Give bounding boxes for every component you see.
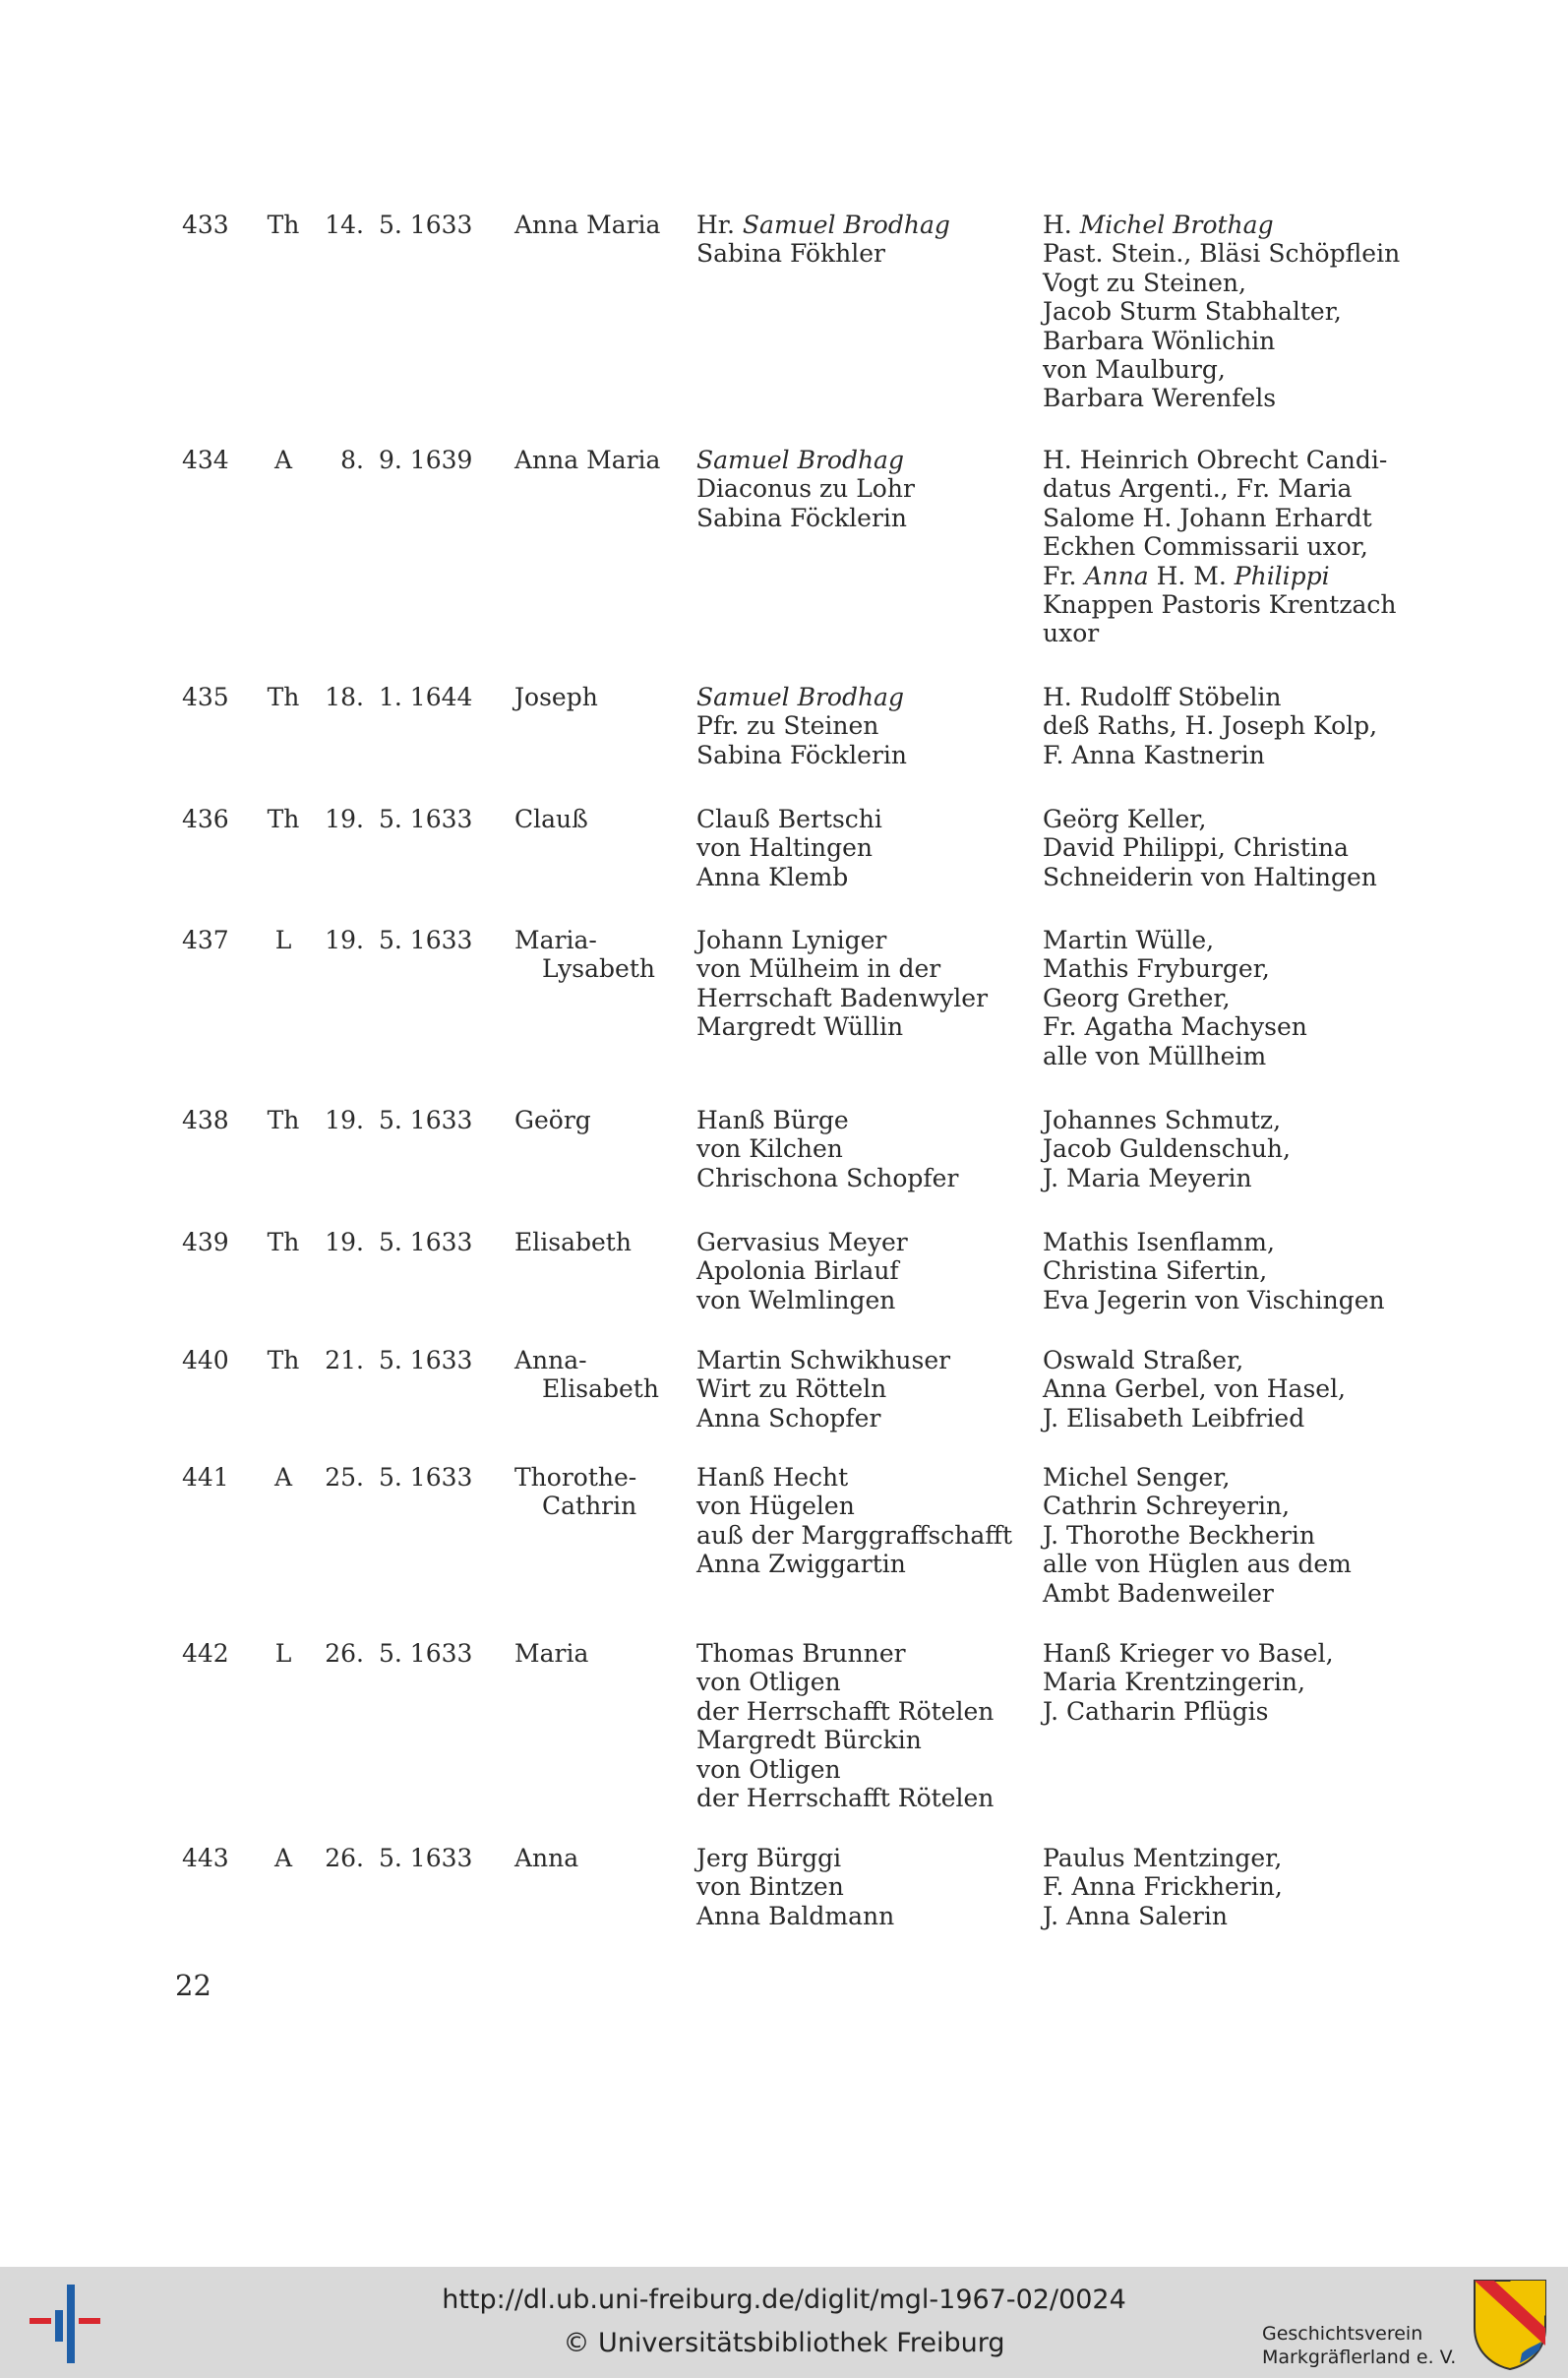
entry-date: 5. 1633 <box>379 211 473 239</box>
entry-signature: Th <box>267 683 300 711</box>
entry-date: 5. 1633 <box>379 805 473 833</box>
child-name-line: Cathrin <box>542 1492 637 1521</box>
entry-day: 21. <box>325 1346 364 1374</box>
child-name <box>514 1346 659 1404</box>
entry-day: 18. <box>325 683 364 711</box>
entry-day: 19. <box>325 805 364 833</box>
entry-day: 26. <box>325 1844 364 1872</box>
godparents-line: Eva Jegerin von Vischingen <box>1043 1285 1385 1314</box>
parents <box>696 211 950 269</box>
child-name <box>514 446 660 474</box>
godparents-line: J. Maria Meyerin <box>1043 1163 1252 1192</box>
entry-signature: Th <box>267 1346 300 1374</box>
child-name-line: Thorothe- <box>514 1463 637 1492</box>
parents <box>696 1346 950 1433</box>
entry-date: 5. 1633 <box>379 1228 473 1256</box>
child-name-line: Clauß <box>514 805 588 833</box>
child-name-line: Anna Maria <box>514 211 661 239</box>
godparents <box>1043 211 1400 413</box>
parents-line: Herrschaft Badenwyler <box>696 983 989 1012</box>
child-name <box>514 926 655 984</box>
entry-date: 5. 1633 <box>379 1463 473 1492</box>
child-name-line: Maria- <box>514 926 597 954</box>
entry-date: 1. 1644 <box>379 683 473 711</box>
parents-line: Diaconus zu Lohr <box>696 474 915 504</box>
godparents-line: Knappen Pastoris Krentzach <box>1043 590 1397 620</box>
child-name-line: Elisabeth <box>542 1374 659 1404</box>
godparents-line: H. Heinrich Obrecht Candi- <box>1043 446 1388 474</box>
coat-of-arms-icon <box>1471 2277 1549 2371</box>
entry-signature: Th <box>267 1106 300 1134</box>
godparents-line: Ambt Badenweiler <box>1043 1578 1274 1608</box>
godparents-line: Oswald Straßer, <box>1043 1346 1244 1374</box>
godparents <box>1043 1346 1346 1433</box>
parents-line: Wirt zu Rötteln <box>696 1374 887 1404</box>
godparents-line: Anna Gerbel, von Hasel, <box>1043 1374 1347 1404</box>
entry-date: 5. 1633 <box>379 926 473 954</box>
child-name-line: Joseph <box>514 683 598 711</box>
child-name <box>514 211 660 239</box>
parents-line: der Herrschafft Rötelen <box>696 1784 995 1813</box>
parents-line: Apolonia Birlauf <box>696 1256 899 1286</box>
godparents <box>1043 805 1377 891</box>
child-name-line: Elisabeth <box>514 1228 632 1256</box>
page-number: 22 <box>175 1969 211 2002</box>
entry-number: 442 <box>182 1639 229 1668</box>
godparents <box>1043 1463 1352 1608</box>
parents-line: Johann Lyniger <box>696 926 887 954</box>
godparents-line: Fr. Agatha Machysen <box>1043 1012 1307 1042</box>
society-name-line2: Markgräflerland e. V. <box>1262 2347 1457 2368</box>
godparents <box>1043 1106 1291 1192</box>
godparents-line: Michel Senger, <box>1043 1463 1231 1492</box>
godparents-line: Cathrin Schreyerin, <box>1043 1492 1291 1521</box>
entry-date: 9. 1639 <box>379 446 473 474</box>
child-name <box>514 1844 578 1872</box>
godparents <box>1043 1228 1385 1314</box>
parents-line <box>696 211 950 239</box>
godparents-line: Salome H. Johann Erhardt <box>1043 503 1372 532</box>
parents-line: von Mülheim in der <box>696 954 941 984</box>
godparents-line: Eckhen Commissarii uxor, <box>1043 532 1368 562</box>
godparents-line <box>1043 562 1397 590</box>
parents <box>696 1844 894 1930</box>
parents-line: von Kilchen <box>696 1134 843 1164</box>
parents <box>696 683 907 769</box>
godparents-prefix: Fr. <box>1043 561 1085 590</box>
entry-signature: L <box>274 926 292 954</box>
parents-line: Pfr. zu Steinen <box>696 711 879 741</box>
parents-line: Thomas Brunner <box>696 1639 906 1668</box>
parents-line: Anna Zwiggartin <box>696 1550 906 1579</box>
child-name-line: Geörg <box>514 1106 591 1134</box>
parents-italic-name: Samuel Brodhag <box>742 211 950 239</box>
godparents-line <box>1043 211 1400 239</box>
document-url-link[interactable]: http://dl.ub.uni-freiburg.de/diglit/mgl-1967-02/0024 <box>442 2285 1126 2315</box>
entry-signature: Th <box>267 805 300 833</box>
parents-prefix: Hr. <box>696 211 743 239</box>
parents-line: Clauß Bertschi <box>696 805 882 833</box>
entry-date: 5. 1633 <box>379 1844 473 1872</box>
godparents-line: Georg Grether, <box>1043 983 1231 1012</box>
entry-number: 436 <box>182 805 229 833</box>
godparents-line: J. Elisabeth Leibfried <box>1043 1403 1305 1433</box>
parents-line: Anna Klemb <box>696 862 849 891</box>
entry-day: 8. <box>340 446 364 474</box>
entry-signature: Th <box>267 211 300 239</box>
godparents-line: F. Anna Kastnerin <box>1043 740 1265 769</box>
parents <box>696 1228 908 1314</box>
entry-number: 443 <box>182 1844 229 1872</box>
godparents-line: Jacob Guldenschuh, <box>1043 1134 1291 1164</box>
entry-day: 19. <box>325 1106 364 1134</box>
parents-line: von Hügelen <box>696 1492 855 1521</box>
godparents-line: Mathis Isenflamm, <box>1043 1228 1275 1256</box>
footer-bar <box>0 2267 1568 2378</box>
godparents-line: Geörg Keller, <box>1043 805 1207 833</box>
godparents-prefix: H. <box>1043 211 1080 239</box>
parents-line: von Welmlingen <box>696 1285 896 1314</box>
godparents-line: Paulus Mentzinger, <box>1043 1844 1283 1872</box>
child-name <box>514 1639 588 1668</box>
child-name <box>514 1228 632 1256</box>
entry-number: 441 <box>182 1463 229 1492</box>
godparents-italic-name: Anna <box>1084 561 1149 590</box>
godparents-italic-name: Michel Brothag <box>1079 211 1274 239</box>
parents <box>696 446 915 532</box>
godparents-line: David Philippi, Christina <box>1043 833 1349 863</box>
godparents <box>1043 683 1377 769</box>
child-name-line: Anna Maria <box>514 446 661 474</box>
parents-line <box>696 446 915 474</box>
godparents-suffix: H. M. <box>1148 561 1235 590</box>
parents-line: von Haltingen <box>696 833 873 863</box>
parents-line: der Herrschafft Rötelen <box>696 1696 995 1726</box>
parents-line: Margredt Wüllin <box>696 1012 904 1042</box>
child-name-line: Anna <box>514 1844 579 1872</box>
parents-line: Gervasius Meyer <box>696 1228 908 1256</box>
parents <box>696 1106 958 1192</box>
godparents-line: alle von Hüglen aus dem <box>1043 1550 1352 1579</box>
parents-line: Martin Schwikhuser <box>696 1346 951 1374</box>
godparents-line: Mathis Fryburger, <box>1043 954 1270 984</box>
godparents <box>1043 446 1397 648</box>
entry-number: 437 <box>182 926 229 954</box>
godparents-line: Vogt zu Steinen, <box>1043 268 1246 297</box>
parents-line: Anna Schopfer <box>696 1403 881 1433</box>
godparents-line: F. Anna Frickherin, <box>1043 1872 1283 1902</box>
godparents <box>1043 1844 1283 1930</box>
parents-line: Margredt Bürckin <box>696 1726 922 1755</box>
entry-signature: A <box>273 1463 293 1492</box>
child-name <box>514 1463 636 1521</box>
godparents-line: Jacob Sturm Stabhalter, <box>1043 297 1342 327</box>
entry-number: 434 <box>182 446 229 474</box>
godparents-line: Christina Sifertin, <box>1043 1256 1268 1286</box>
entry-day: 26. <box>325 1639 364 1668</box>
parents-italic-name: Samuel Brodhag <box>696 446 904 474</box>
godparents-line: alle von Müllheim <box>1043 1041 1267 1070</box>
godparents <box>1043 926 1307 1070</box>
entry-number: 433 <box>182 211 229 239</box>
godparents-line: Hanß Krieger vo Basel, <box>1043 1639 1334 1668</box>
godparents-line: datus Argenti., Fr. Maria <box>1043 474 1353 504</box>
entry-date: 5. 1633 <box>379 1639 473 1668</box>
parents-line: Anna Baldmann <box>696 1901 895 1930</box>
society-name-line1: Geschichtsverein <box>1262 2323 1423 2345</box>
parents-line: von Otligen <box>696 1668 841 1697</box>
entry-number: 439 <box>182 1228 229 1256</box>
godparents-line: Martin Wülle, <box>1043 926 1215 954</box>
godparents-line: Johannes Schmutz, <box>1043 1106 1282 1134</box>
parents-line: Sabina Fökhler <box>696 239 886 269</box>
godparents-line: deß Raths, H. Joseph Kolp, <box>1043 711 1378 741</box>
parents <box>696 926 988 1042</box>
child-name <box>514 805 588 833</box>
godparents-line: H. Rudolff Stöbelin <box>1043 683 1282 711</box>
parents <box>696 1463 1012 1579</box>
entry-date: 5. 1633 <box>379 1106 473 1134</box>
godparents-line: Schneiderin von Haltingen <box>1043 862 1377 891</box>
entry-day: 14. <box>325 211 364 239</box>
godparents-line: J. Thorothe Beckherin <box>1043 1520 1315 1550</box>
godparents-line: Barbara Wönlichin <box>1043 326 1276 355</box>
godparents-line: J. Catharin Pflügis <box>1043 1696 1269 1726</box>
entry-number: 438 <box>182 1106 229 1134</box>
parents-line: Chrischona Schopfer <box>696 1163 959 1192</box>
parents-line: Hanß Bürge <box>696 1106 849 1134</box>
parents <box>696 1639 994 1812</box>
child-name-line: Lysabeth <box>542 954 655 984</box>
entry-signature: Th <box>267 1228 300 1256</box>
parents-line: Sabina Föcklerin <box>696 503 908 532</box>
parents-italic-name: Samuel Brodhag <box>696 683 904 711</box>
godparents <box>1043 1639 1334 1726</box>
entry-day: 19. <box>325 1228 364 1256</box>
godparents-line: von Maulburg, <box>1043 355 1226 385</box>
entry-day: 25. <box>325 1463 364 1492</box>
godparents-line: Maria Krentzingerin, <box>1043 1668 1305 1697</box>
child-name <box>514 1106 591 1134</box>
society-name <box>1262 2322 1456 2369</box>
godparents-line: J. Anna Salerin <box>1043 1901 1228 1930</box>
entry-signature: L <box>274 1639 292 1668</box>
parents <box>696 805 882 891</box>
parents-line: Hanß Hecht <box>696 1463 849 1492</box>
parents-line: Sabina Föcklerin <box>696 740 908 769</box>
godparents-line: uxor <box>1043 619 1100 648</box>
entry-number: 435 <box>182 683 229 711</box>
parents-line: von Bintzen <box>696 1872 844 1902</box>
parents-line: Jerg Bürggi <box>696 1844 842 1872</box>
entry-number: 440 <box>182 1346 229 1374</box>
copyright-text: © Universitätsbibliothek Freiburg <box>563 2328 1005 2358</box>
child-name-line: Maria <box>514 1639 589 1668</box>
parents-line: auß der Marggraffschafft <box>696 1520 1013 1550</box>
entry-date: 5. 1633 <box>379 1346 473 1374</box>
parents-line <box>696 683 907 711</box>
entry-signature: A <box>273 446 293 474</box>
child-name-line: Anna- <box>514 1346 587 1374</box>
entry-day: 19. <box>325 926 364 954</box>
child-name <box>514 683 598 711</box>
godparents-italic-name: Philippi <box>1234 561 1330 590</box>
godparents-line: Barbara Werenfels <box>1043 384 1277 413</box>
parents-line: von Otligen <box>696 1754 841 1784</box>
entry-signature: A <box>273 1844 293 1872</box>
godparents-line: Past. Stein., Bläsi Schöpflein <box>1043 239 1401 269</box>
